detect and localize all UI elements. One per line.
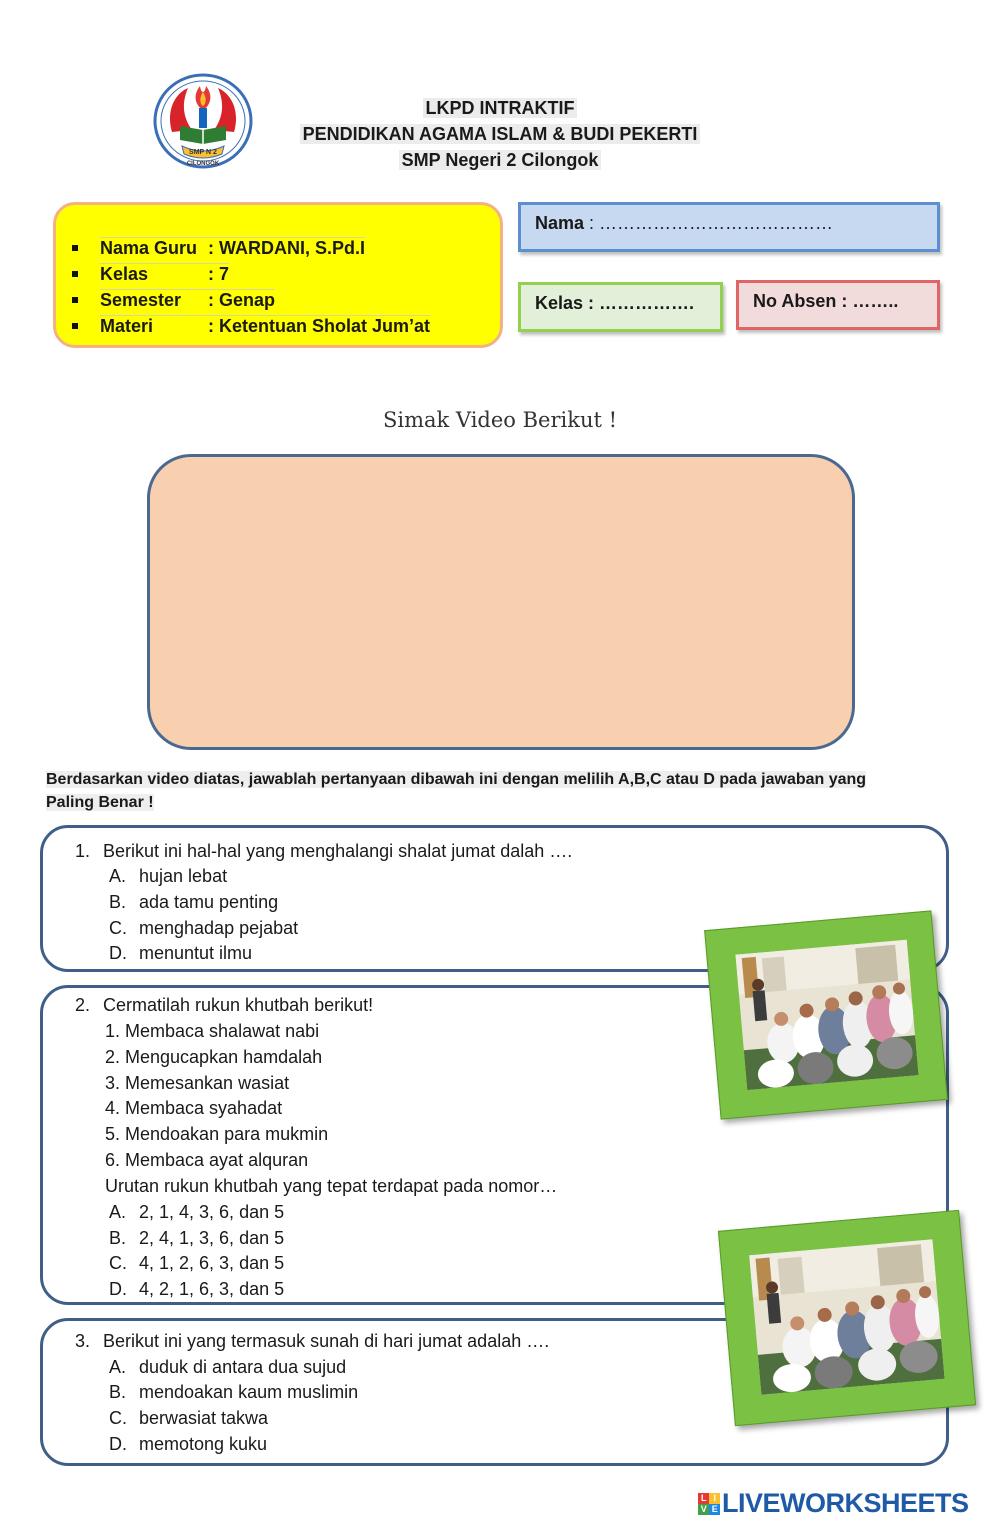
video-heading: Simak Video Berikut ! xyxy=(382,408,618,432)
liveworksheets-logo-icon: L I V E xyxy=(698,1493,720,1515)
mosque-photo xyxy=(718,1210,976,1426)
option-a[interactable]: A. 2, 1, 4, 3, 6, dan 5 xyxy=(109,1202,285,1222)
option-d[interactable]: D. menuntut ilmu xyxy=(109,943,253,963)
school-logo xyxy=(152,72,254,170)
option-c[interactable]: C. berwasiat takwa xyxy=(109,1408,269,1428)
instructions: Berdasarkan video diatas, jawablah pertanyaan dibawah ini dengan melilih A,B,C atau D pada jawaban yang Paling Benar ! xyxy=(46,771,867,811)
no-absen-field[interactable] xyxy=(736,280,940,330)
option-a[interactable]: A. duduk di antara dua sujud xyxy=(109,1357,347,1377)
question-3-text: 3. Berikut ini yang termasuk sunah di hari jumat adalah …. xyxy=(75,1331,550,1351)
kelas-field[interactable] xyxy=(518,282,723,332)
title-line-2: PENDIDIKAN AGAMA ISLAM & BUDI PEKERTI xyxy=(250,124,750,145)
nama-field[interactable] xyxy=(518,202,940,252)
info-row-semester: Semester : Genap xyxy=(72,289,275,311)
list-item: 3. Memesankan wasiat xyxy=(105,1073,290,1093)
nama-label: Nama xyxy=(535,213,585,233)
option-b[interactable]: B. ada tamu penting xyxy=(109,892,279,912)
title-line-1: LKPD INTRAKTIF xyxy=(250,98,750,119)
kelas-label: Kelas : xyxy=(535,293,595,313)
list-item: 1. Membaca shalawat nabi xyxy=(105,1021,320,1041)
bullet-icon xyxy=(72,323,78,329)
question-2-prompt: Urutan rukun khutbah yang tepat terdapat pada nomor… xyxy=(105,1176,558,1196)
option-d[interactable]: D. memotong kuku xyxy=(109,1434,268,1454)
option-a[interactable]: A. hujan lebat xyxy=(109,866,228,886)
option-d[interactable]: D. 4, 2, 1, 6, 3, dan 5 xyxy=(109,1279,285,1299)
bullet-icon xyxy=(72,271,78,277)
question-2-text: 2. Cermatilah rukun khutbah berikut! xyxy=(75,995,374,1015)
logo-text: SMP N 2 xyxy=(189,149,217,156)
teacher-info-box xyxy=(53,202,503,348)
list-item: 5. Mendoakan para mukmin xyxy=(105,1124,329,1144)
list-item: 2. Mengucapkan hamdalah xyxy=(105,1047,323,1067)
list-item: 6. Membaca ayat alquran xyxy=(105,1150,309,1170)
info-row-kelas: Kelas : 7 xyxy=(72,263,229,285)
logo-subtext: CILONGOK xyxy=(186,161,220,167)
list-item: 4. Membaca syahadat xyxy=(105,1098,283,1118)
info-row-materi: Materi : Ketentuan Sholat Jum’at xyxy=(72,315,430,337)
bullet-icon xyxy=(72,245,78,251)
video-player[interactable] xyxy=(147,454,855,750)
option-c[interactable]: C. 4, 1, 2, 6, 3, dan 5 xyxy=(109,1253,285,1273)
nama-value: : ………………………………… xyxy=(584,213,834,233)
option-b[interactable]: B. mendoakan kaum muslimin xyxy=(109,1382,359,1402)
option-c[interactable]: C. menghadap pejabat xyxy=(109,918,299,938)
question-1-text: 1. Berikut ini hal-hal yang menghalangi shalat jumat dalah …. xyxy=(75,841,573,861)
info-row-guru: Nama Guru : WARDANI, S.Pd.I xyxy=(72,237,365,259)
absen-label: No Absen xyxy=(753,291,837,311)
kelas-value: ……………. xyxy=(594,293,695,313)
mosque-photo xyxy=(704,910,948,1119)
bullet-icon xyxy=(72,297,78,303)
title-line-3: SMP Negeri 2 Cilongok xyxy=(250,150,750,171)
liveworksheets-brand xyxy=(698,1488,969,1519)
brand-name: LIVEWORKSHEETS xyxy=(722,1488,969,1518)
absen-value: : …….. xyxy=(836,291,899,311)
option-b[interactable]: B. 2, 4, 1, 3, 6, dan 5 xyxy=(109,1228,285,1248)
